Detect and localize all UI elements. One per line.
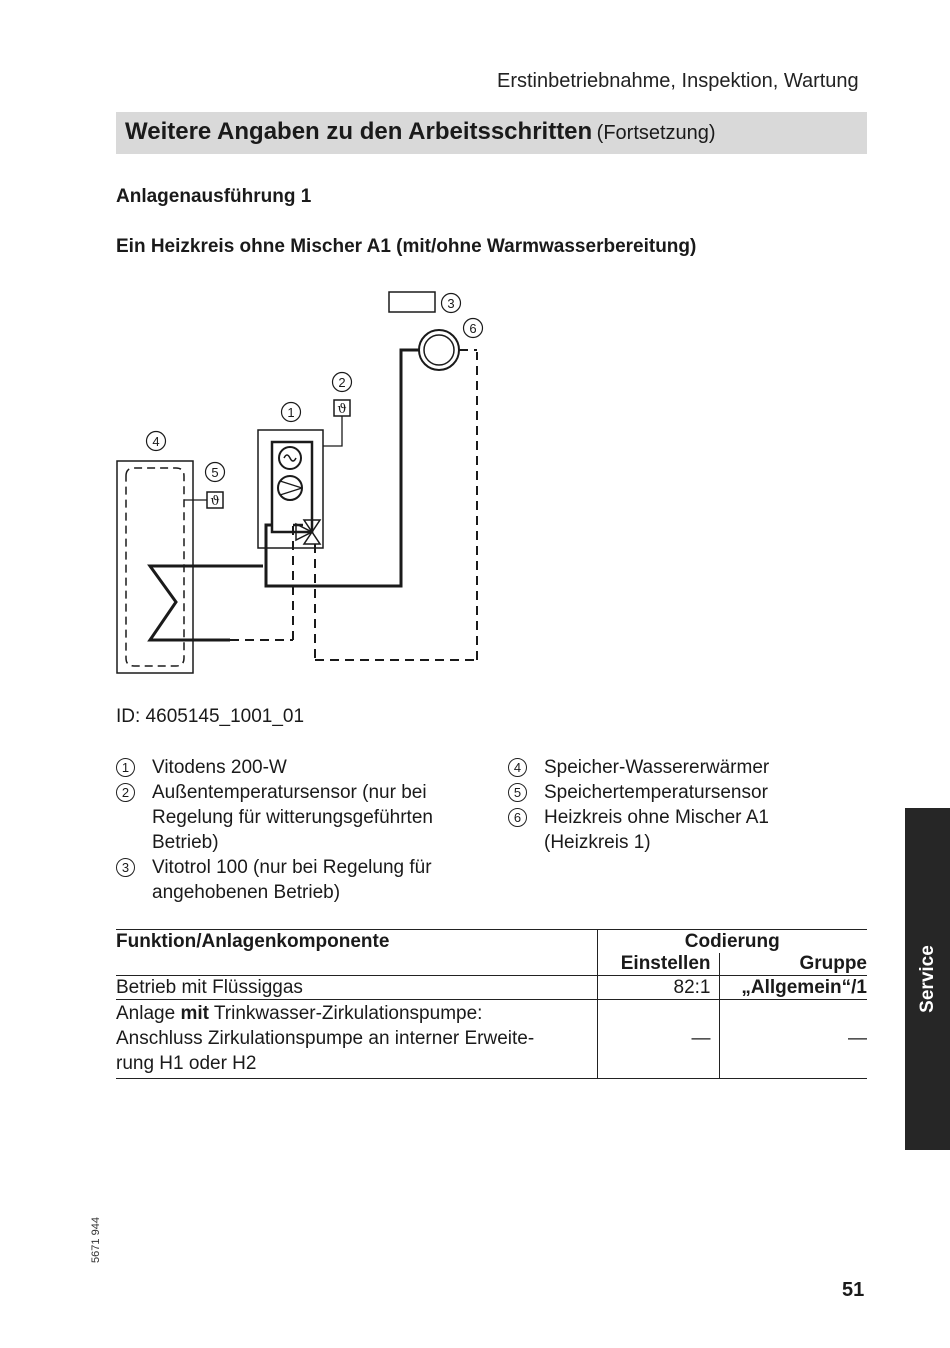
legend-text: Außentemperatursensor (nur bei Regelung für witterungsgeführten Betrieb) xyxy=(152,782,433,853)
legend-item xyxy=(508,755,848,780)
running-header: Erstinbetriebnahme, Inspektion, Wartung xyxy=(497,70,859,92)
row-group: — xyxy=(719,1000,867,1079)
legend-item xyxy=(116,755,476,780)
row-function: Betrieb mit Flüssiggas xyxy=(116,976,597,1000)
legend-text: Speichertemperatursensor xyxy=(544,782,768,803)
side-tab-label: Service xyxy=(916,945,938,1013)
legend-number: 2 xyxy=(116,783,135,802)
legend-text: Speicher-Wassererwärmer xyxy=(544,757,770,778)
callout-6: 6 xyxy=(469,321,477,336)
service-side-tab xyxy=(905,808,950,1150)
row-set: — xyxy=(597,1000,719,1079)
legend-number: 3 xyxy=(116,858,135,877)
legend-number: 4 xyxy=(508,758,527,777)
legend-item xyxy=(508,805,848,855)
legend-number: 6 xyxy=(508,808,527,827)
legend-number: 1 xyxy=(116,758,135,777)
legend-left xyxy=(116,755,476,905)
outdoor-sensor-symbol: ϑ xyxy=(337,402,347,417)
legend-item xyxy=(116,780,476,855)
table-row xyxy=(116,976,867,1000)
image-id: ID: 4605145_1001_01 xyxy=(116,706,305,727)
legend-number: 5 xyxy=(508,783,527,802)
row-function: Anlage mit Trinkwasser-Zirkulationspumpe: Anschluss Zirkulationspumpe an interner Erweite- rung H1 oder H2 xyxy=(116,1000,597,1079)
section-title-suffix: (Fortsetzung) xyxy=(596,122,716,144)
section-title-bar xyxy=(116,112,867,154)
remote-control-box xyxy=(389,292,435,312)
col-header-set: Einstellen xyxy=(597,953,719,976)
callout-1: 1 xyxy=(287,405,295,420)
legend-right xyxy=(508,755,848,855)
col-header-function: Funktion/Anlagenkomponente xyxy=(116,930,597,976)
legend-item xyxy=(116,855,476,905)
col-header-group: Gruppe xyxy=(719,953,867,976)
subsection-title: Anlagenausführung 1 xyxy=(116,186,312,207)
document-number: 5671 944 xyxy=(90,1217,102,1263)
legend-text: Heizkreis ohne Mischer A1 (Heizkreis 1) xyxy=(544,807,769,853)
callout-3: 3 xyxy=(447,296,455,311)
pump-symbol xyxy=(278,476,302,500)
coding-table xyxy=(116,929,867,1079)
table-row xyxy=(116,1000,867,1079)
page-number: 51 xyxy=(842,1279,865,1301)
callout-2: 2 xyxy=(338,375,346,390)
tank-sensor-symbol: ϑ xyxy=(210,494,220,509)
legend-text: Vitodens 200-W xyxy=(152,757,287,778)
subsection-subtitle: Ein Heizkreis ohne Mischer A1 (mit/ohne Warmwasserbereitung) xyxy=(116,236,697,257)
callout-5: 5 xyxy=(211,465,219,480)
row-group: „Allgemein“/1 xyxy=(719,976,867,1000)
hydraulic-diagram xyxy=(100,280,500,680)
col-header-coding: Codierung xyxy=(597,930,867,954)
row-set: 82:1 xyxy=(597,976,719,1000)
tank-heating-coil xyxy=(150,566,263,640)
heating-circuit-symbol xyxy=(419,330,459,370)
legend-item xyxy=(508,780,848,805)
section-title: Weitere Angaben zu den Arbeitsschritten xyxy=(125,118,593,145)
callout-4: 4 xyxy=(152,434,160,449)
legend-text: Vitotrol 100 (nur bei Regelung für angehobenen Betrieb) xyxy=(152,857,432,903)
